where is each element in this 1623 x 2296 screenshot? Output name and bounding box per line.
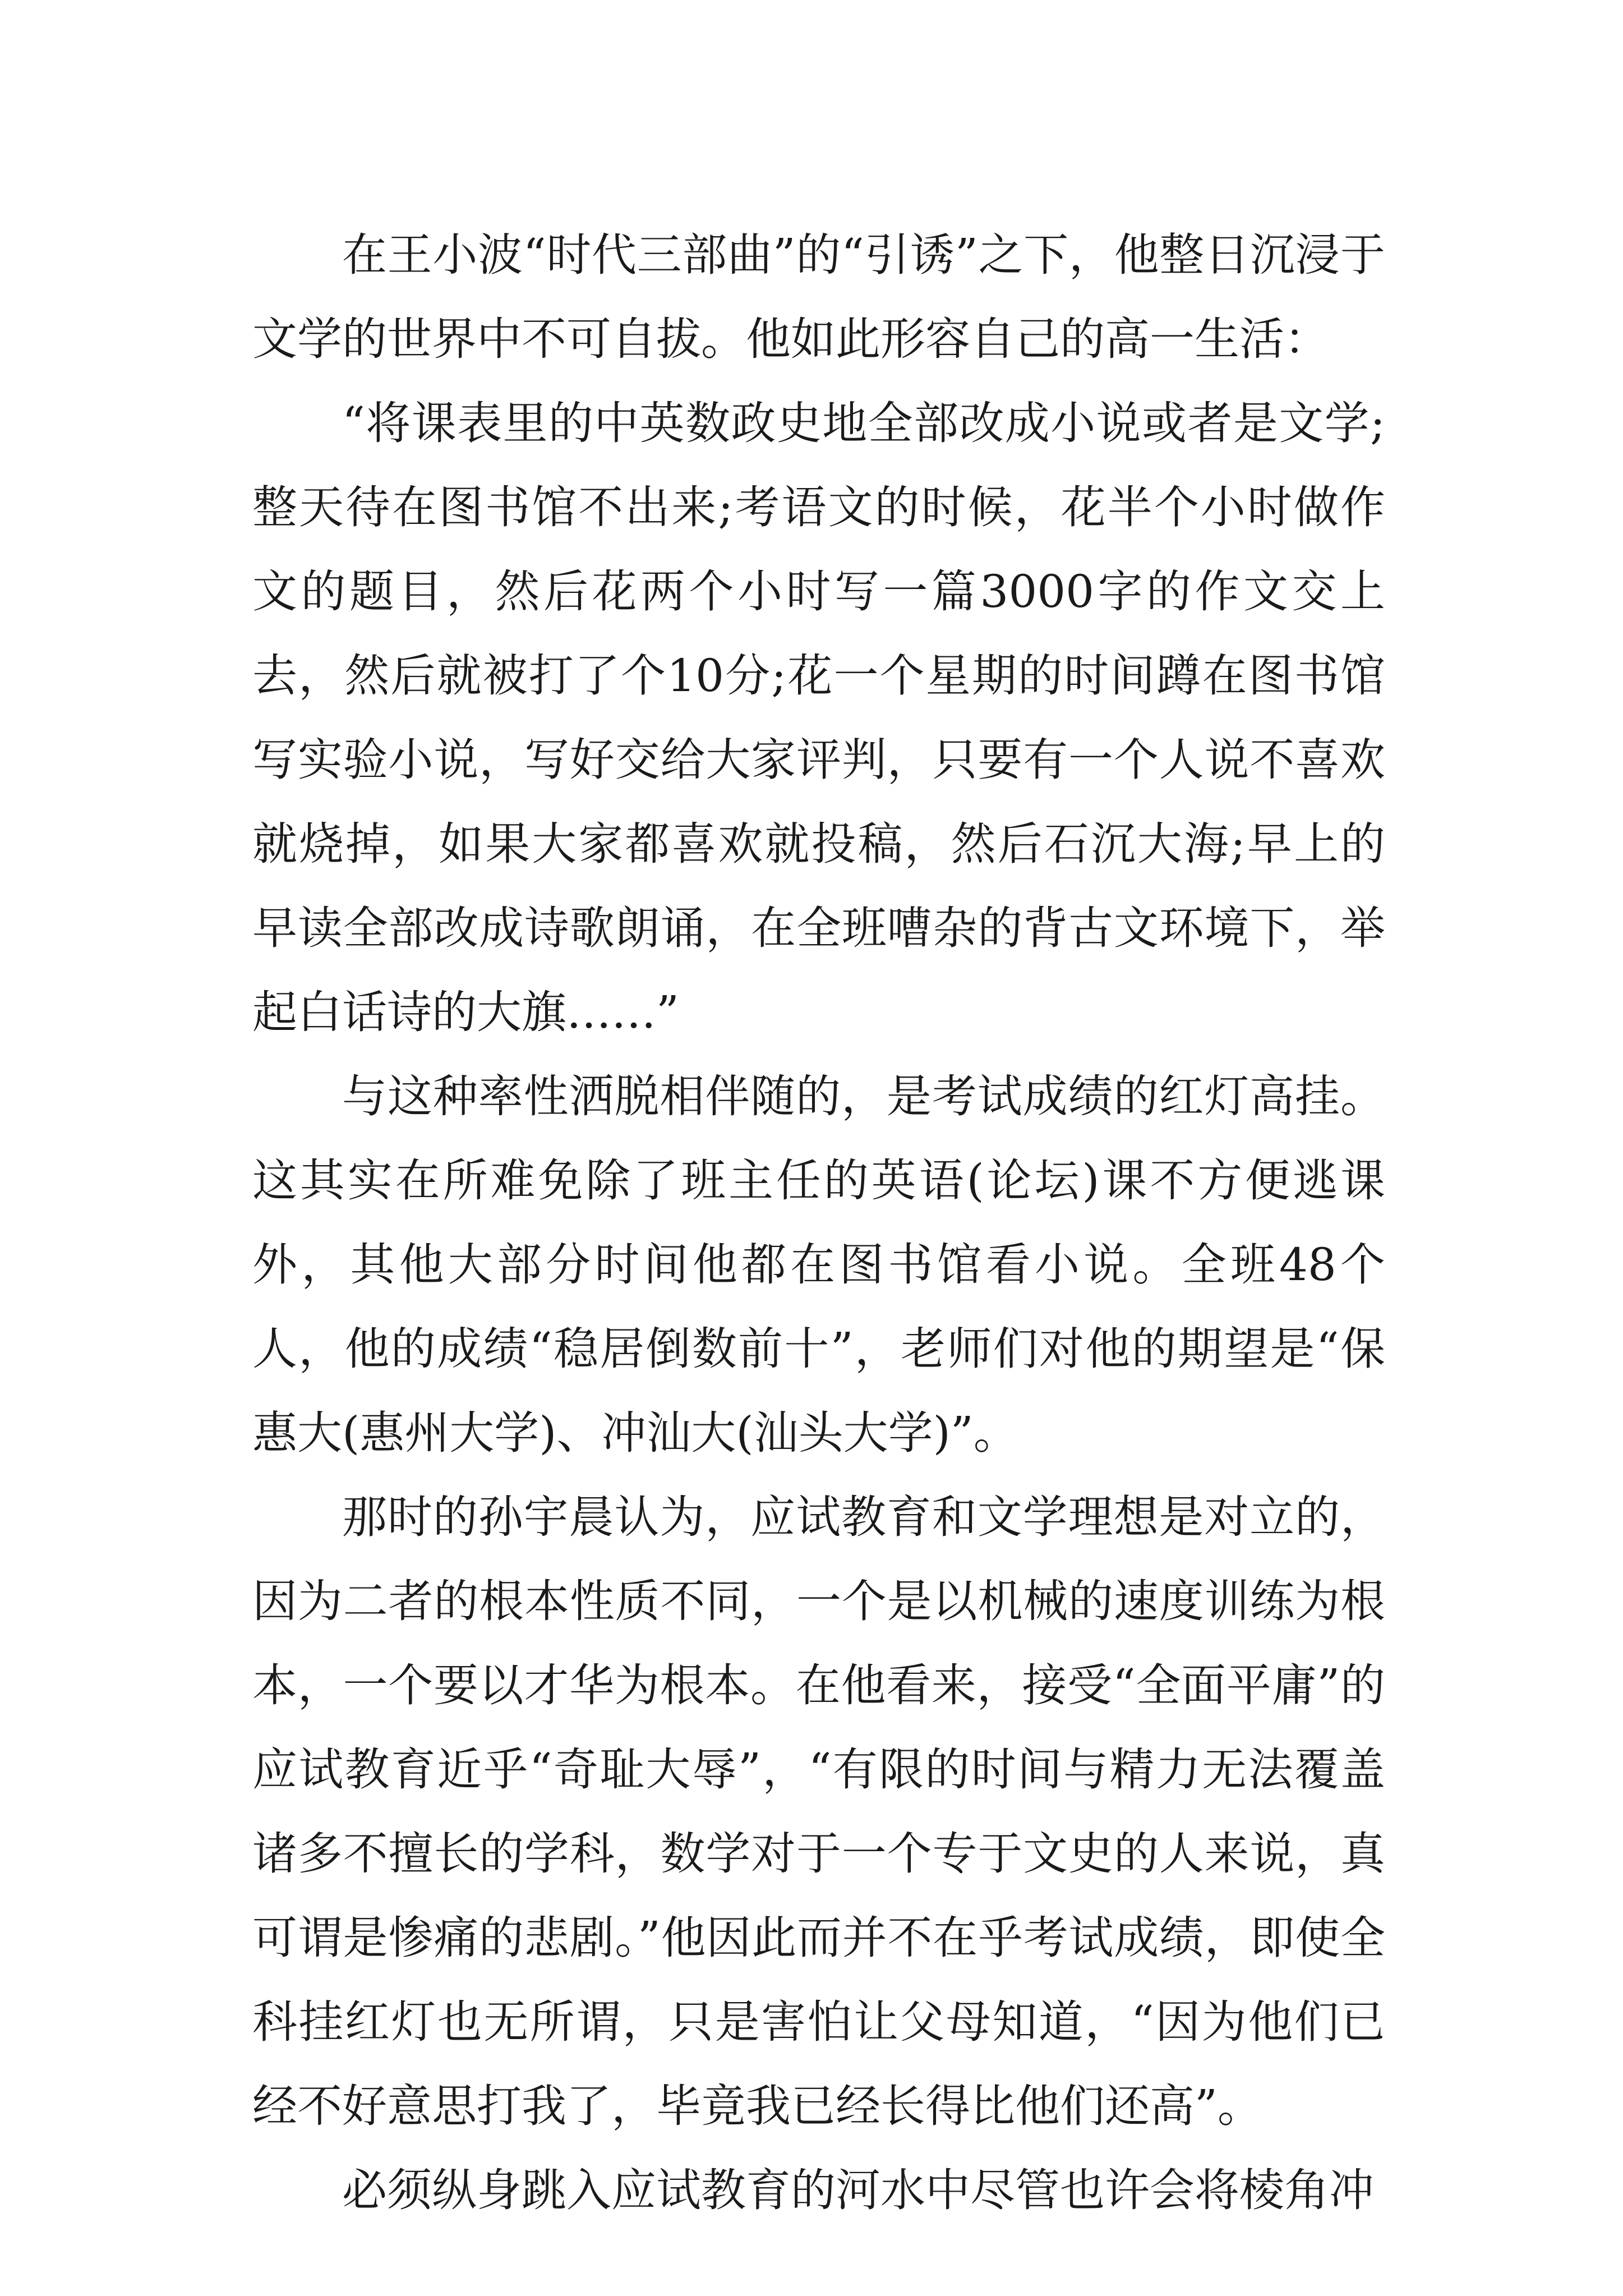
paragraph-4: 那时的孙宇晨认为，应试教育和文学理想是对立的，因为二者的根本性质不同，一个是以机械的速度训练为根本，一个要以才华为根本。在他看来，接受“全面平庸”的应试教育近乎“奇耻大辱”，“有限的时间与精力无法覆盖诸多不擅长的学科，数学对于一个专于文史的人来说，真可谓是惨痛的悲剧。”他因此而并不在乎考试成绩，即使全科挂红灯也无所谓，只是害怕让父母知道，“因为他们已经不好意思打我了，毕竟我已经长得比他们还高”。	[252, 1491, 1385, 2132]
paragraph-3: 与这种率性洒脱相伴随的，是考试成绩的红灯高挂。这其实在所难免除了班主任的英语(论坛)课不方便逃课外，其他大部分时间他都在图书馆看小说。全班48个人，他的成绩“稳居倒数前十”，老师们对他的期望是“保惠大(惠州大学)、冲汕大(汕头大学)”。	[252, 1070, 1385, 1459]
paragraph-5: 必须纵身跳入应试教育的河水中尽管也许会将棱角冲	[342, 2164, 1374, 2216]
paragraph-2: “将课表里的中英数政史地全部改成小说或者是文学;整天待在图书馆不出来;考语文的时候，花半个小时做作文的题目，然后花两个小时写一篇3000字的作文交上去，然后就被打了个10分;花一个星期的时间蹲在图书馆写实验小说，写好交给大家评判，只要有一个人说不喜欢就烧掉，如果大家都喜欢就投稿，然后石沉大海;早上的早读全部改成诗歌朗诵，在全班嘈杂的背古文环境下，举起白话诗的大旗……”	[252, 397, 1385, 1038]
paragraph-1: 在王小波“时代三部曲”的“引诱”之下，他整日沉浸于文学的世界中不可自拔。他如此形容自己的高一生活：	[252, 229, 1385, 365]
document-page	[252, 213, 1385, 2233]
